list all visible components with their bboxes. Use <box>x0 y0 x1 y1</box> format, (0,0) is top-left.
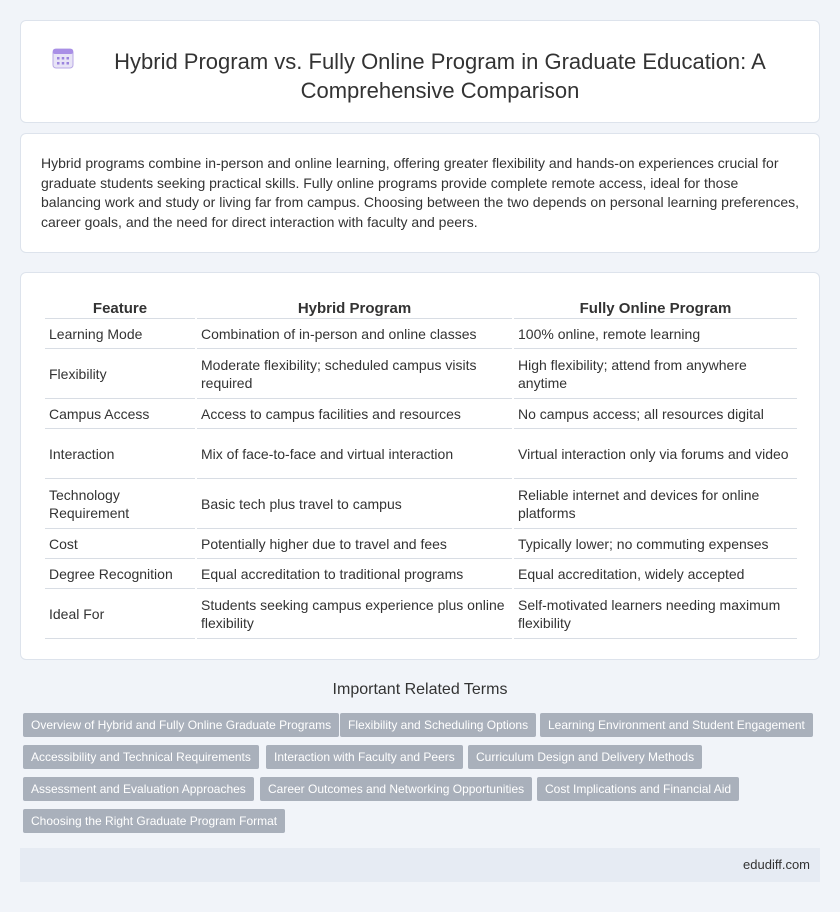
comparison-table <box>43 295 799 639</box>
related-term-tag[interactable]: Learning Environment and Student Engagement <box>540 713 813 737</box>
feature-cell: Flexibility <box>45 349 195 399</box>
online-cell: Reliable internet and devices for online platforms <box>514 479 797 529</box>
feature-cell: Ideal For <box>45 589 195 639</box>
hybrid-cell: Combination of in-person and online classes <box>197 319 512 349</box>
online-cell: 100% online, remote learning <box>514 319 797 349</box>
related-term-tag[interactable]: Cost Implications and Financial Aid <box>537 777 739 801</box>
online-cell: No campus access; all resources digital <box>514 399 797 429</box>
page-title: Hybrid Program vs. Fully Online Program in Graduate Education: A Comprehensive Comparison <box>114 49 766 103</box>
related-term-tag[interactable]: Curriculum Design and Delivery Methods <box>468 745 702 769</box>
hybrid-cell: Potentially higher due to travel and fees <box>197 529 512 559</box>
comparison-card <box>20 272 820 660</box>
feature-cell: Interaction <box>45 429 195 479</box>
table-row <box>45 589 797 639</box>
intro-paragraph: Hybrid programs combine in-person and online learning, offering greater flexibility and hands-on experiences crucial for graduate students seeking practical skills. Fully online programs provide complete remote access, ideal for those balancing work and study or living far from campus. Choosing between the two depends on personal learning preferences, career goals, and the need for direct interaction with faculty and peers. <box>41 155 799 230</box>
table-row <box>45 319 797 349</box>
feature-cell: Cost <box>45 529 195 559</box>
table-row <box>45 479 797 529</box>
intro-card <box>20 133 820 253</box>
table-row <box>45 559 797 589</box>
feature-cell: Learning Mode <box>45 319 195 349</box>
related-term-tag[interactable]: Flexibility and Scheduling Options <box>340 713 536 737</box>
related-term-tag[interactable]: Accessibility and Technical Requirements <box>23 745 259 769</box>
feature-cell: Technology Requirement <box>45 479 195 529</box>
header-online: Fully Online Program <box>514 295 797 319</box>
site-name[interactable]: edudiff.com <box>743 857 810 872</box>
related-term-tag[interactable]: Assessment and Evaluation Approaches <box>23 777 254 801</box>
table-row <box>45 529 797 559</box>
table-row <box>45 349 797 399</box>
header-feature: Feature <box>45 295 195 319</box>
related-term-tag[interactable]: Choosing the Right Graduate Program Format <box>23 809 285 833</box>
related-term-tag[interactable]: Career Outcomes and Networking Opportunities <box>260 777 532 801</box>
hybrid-cell: Moderate flexibility; scheduled campus visits required <box>197 349 512 399</box>
table-header-row <box>45 295 797 319</box>
title-card <box>20 20 820 123</box>
header-hybrid: Hybrid Program <box>197 295 512 319</box>
hybrid-cell: Access to campus facilities and resources <box>197 399 512 429</box>
hybrid-cell: Equal accreditation to traditional programs <box>197 559 512 589</box>
table-row <box>45 399 797 429</box>
feature-cell: Degree Recognition <box>45 559 195 589</box>
related-term-tag[interactable]: Overview of Hybrid and Fully Online Graduate Programs <box>23 713 339 737</box>
online-cell: Self-motivated learners needing maximum flexibility <box>514 589 797 639</box>
online-cell: High flexibility; attend from anywhere anytime <box>514 349 797 399</box>
calendar-icon <box>51 46 75 70</box>
footer <box>20 848 820 882</box>
hybrid-cell: Basic tech plus travel to campus <box>197 479 512 529</box>
online-cell: Virtual interaction only via forums and video <box>514 429 797 479</box>
related-term-tag[interactable]: Interaction with Faculty and Peers <box>266 745 463 769</box>
online-cell: Typically lower; no commuting expenses <box>514 529 797 559</box>
related-terms-title: Important Related Terms <box>332 681 508 698</box>
online-cell: Equal accreditation, widely accepted <box>514 559 797 589</box>
hybrid-cell: Mix of face-to-face and virtual interaction <box>197 429 512 479</box>
feature-cell: Campus Access <box>45 399 195 429</box>
hybrid-cell: Students seeking campus experience plus online flexibility <box>197 589 512 639</box>
table-row <box>45 429 797 479</box>
